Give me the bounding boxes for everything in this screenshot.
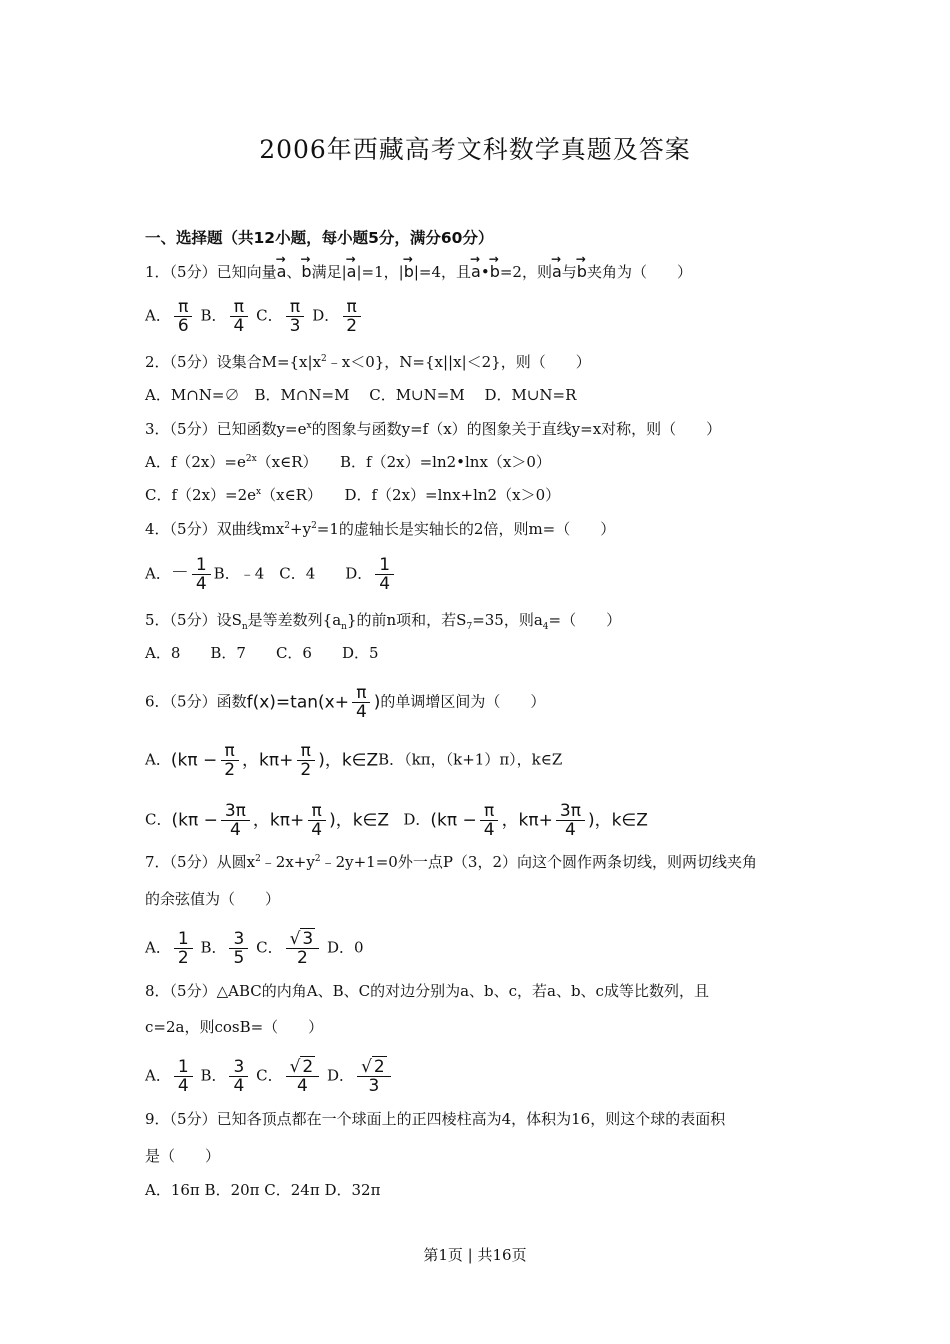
fraction: $\frac{\pi}{4}$ <box>229 298 248 335</box>
question-3: 3．（5分）已知函数$y=e^x$的图象与函数y=f（x）的图象关于直线y=x对称，则（ ） <box>145 420 722 438</box>
question-2-options: A．M∩N=∅ B．M∩N=M C．M∪N=M D．M∪N=R <box>145 386 577 404</box>
fraction: $\frac{\pi}{6}$ <box>174 298 193 335</box>
fraction: $\frac{3}{5}$ <box>229 930 248 967</box>
fraction: $\frac{\pi}{2}$ <box>220 742 239 779</box>
question-6: 6．（5分）函数f(x)=tan(x+ $\frac{\pi}{4}$ )的单调增区间为（ ） <box>145 683 546 722</box>
question-7-line2: 的余弦值为（ ） <box>145 890 281 908</box>
question-5: 5．（5分）设$S_n$是等差数列$\{a_n\}$的前n项和，若$S_7=35$，则$a_4=$（ ） <box>145 611 622 632</box>
fraction: $\frac{\pi}{2}$ <box>342 298 361 335</box>
page-footer: 第1页 | 共16页 <box>423 1246 527 1264</box>
question-2: 2．（5分）设集合$M=\{x|x^2﹣x<0\}$，N={x||x|＜2}，则（ ） <box>145 353 591 371</box>
fraction: $\frac{\pi}{4}$ <box>307 802 326 839</box>
question-9: 9．（5分）已知各顶点都在一个球面上的正四棱柱高为4，体积为16，则这个球的表面积 <box>145 1110 726 1128</box>
question-7-options: A． $\frac{1}{2}$ B． $\frac{3}{5}$ C． $\frac{√ 3}{2}$ D．0 <box>145 929 364 968</box>
fraction: $\frac{\pi}{4}$ <box>352 684 371 721</box>
question-7: 7．（5分）从圆$x^2﹣2x+y^2﹣2y+1=0$外一点P（3，2）向这个圆作两条切线，则两切线夹角 <box>145 853 758 871</box>
fraction: $\frac{√ 2}{4}$ <box>286 1058 320 1095</box>
fraction: $\frac{3\pi}{4}$ <box>556 802 585 839</box>
fraction: $\frac{1}{2}$ <box>174 930 193 967</box>
fraction: $\frac{3}{4}$ <box>229 1058 248 1095</box>
question-3-options-ab: A．$f(2x)=e^{2x}(x\in R)$ B．f（2x）=ln2•lnx（x＞0） <box>145 453 551 471</box>
question-4-options: A．－ $\frac{1}{4}$ B．﹣4 C．4 D． $\frac{1}{4}$ <box>145 556 397 593</box>
fraction: $\frac{√ 2}{3}$ <box>357 1058 391 1095</box>
question-9-line2: 是（ ） <box>145 1147 221 1165</box>
question-6-options-ab: A．(kπ − $\frac{\pi}{2}$ ，kπ+ $\frac{\pi}{2}$ )，k∈ZB．（kπ，（k+1）π），k∈Z <box>145 741 563 780</box>
question-1: 1．（5分）已知向量→ a、→ b满足|→ a|=1，|→ b|=4，且→ a•→ b=2，则→ a与→ b夹角为（ ） <box>145 258 692 282</box>
fraction: $\frac{1}{4}$ <box>375 556 394 593</box>
question-8-line2: c=2a，则cosB=（ ） <box>145 1018 324 1036</box>
page-title: 2006年西藏高考文科数学真题及答案 <box>259 135 691 164</box>
section-heading: 一、选择题（共12小题，每小题5分，满分60分） <box>145 229 494 247</box>
fraction: $\frac{3\pi}{4}$ <box>221 802 250 839</box>
question-8: 8．（5分）△ABC的内角A、B、C的对边分别为a、b、c，若a、b、c成等比数列，且 <box>145 982 709 1000</box>
question-8-options: A． $\frac{1}{4}$ B． $\frac{3}{4}$ C． $\frac{√ 2}{4}$ D． $\frac{√ 2}{3}$ <box>145 1058 394 1095</box>
fraction: $\frac{\pi}{2}$ <box>296 742 315 779</box>
fraction: $\frac{\pi}{4}$ <box>480 802 499 839</box>
fraction: $\frac{√ 3}{2}$ <box>286 930 320 967</box>
question-1-options: A． $\frac{\pi}{6}$ B． $\frac{\pi}{4}$ C． $\frac{\pi}{3}$ D． $\frac{\pi}{2}$ <box>145 298 364 335</box>
question-5-options: A．8 B．7 C．6 D．5 <box>145 644 379 662</box>
question-3-options-cd: C．$f(2x)=2e^x(x\in R)$ D．f（2x）=lnx+ln2（x＞0） <box>145 486 561 504</box>
fraction: $\frac{1}{4}$ <box>174 1058 193 1095</box>
question-6-options-cd: C．(kπ − $\frac{3\pi}{4}$ ，kπ+ $\frac{\pi}{4}$ )，k∈Z D．(kπ − $\frac{\pi}{4}$ ，kπ+ $\frac{3\pi}{4}$ )，k∈Z <box>145 801 648 840</box>
question-4: 4．（5分）双曲线$mx^2+y^2=1$的虚轴长是实轴长的2倍，则m=（ ） <box>145 520 616 538</box>
question-9-options: A．16π B．20π C．24π D．32π <box>145 1181 381 1199</box>
fraction: $\frac{\pi}{3}$ <box>286 298 305 335</box>
fraction: $\frac{1}{4}$ <box>192 556 211 593</box>
